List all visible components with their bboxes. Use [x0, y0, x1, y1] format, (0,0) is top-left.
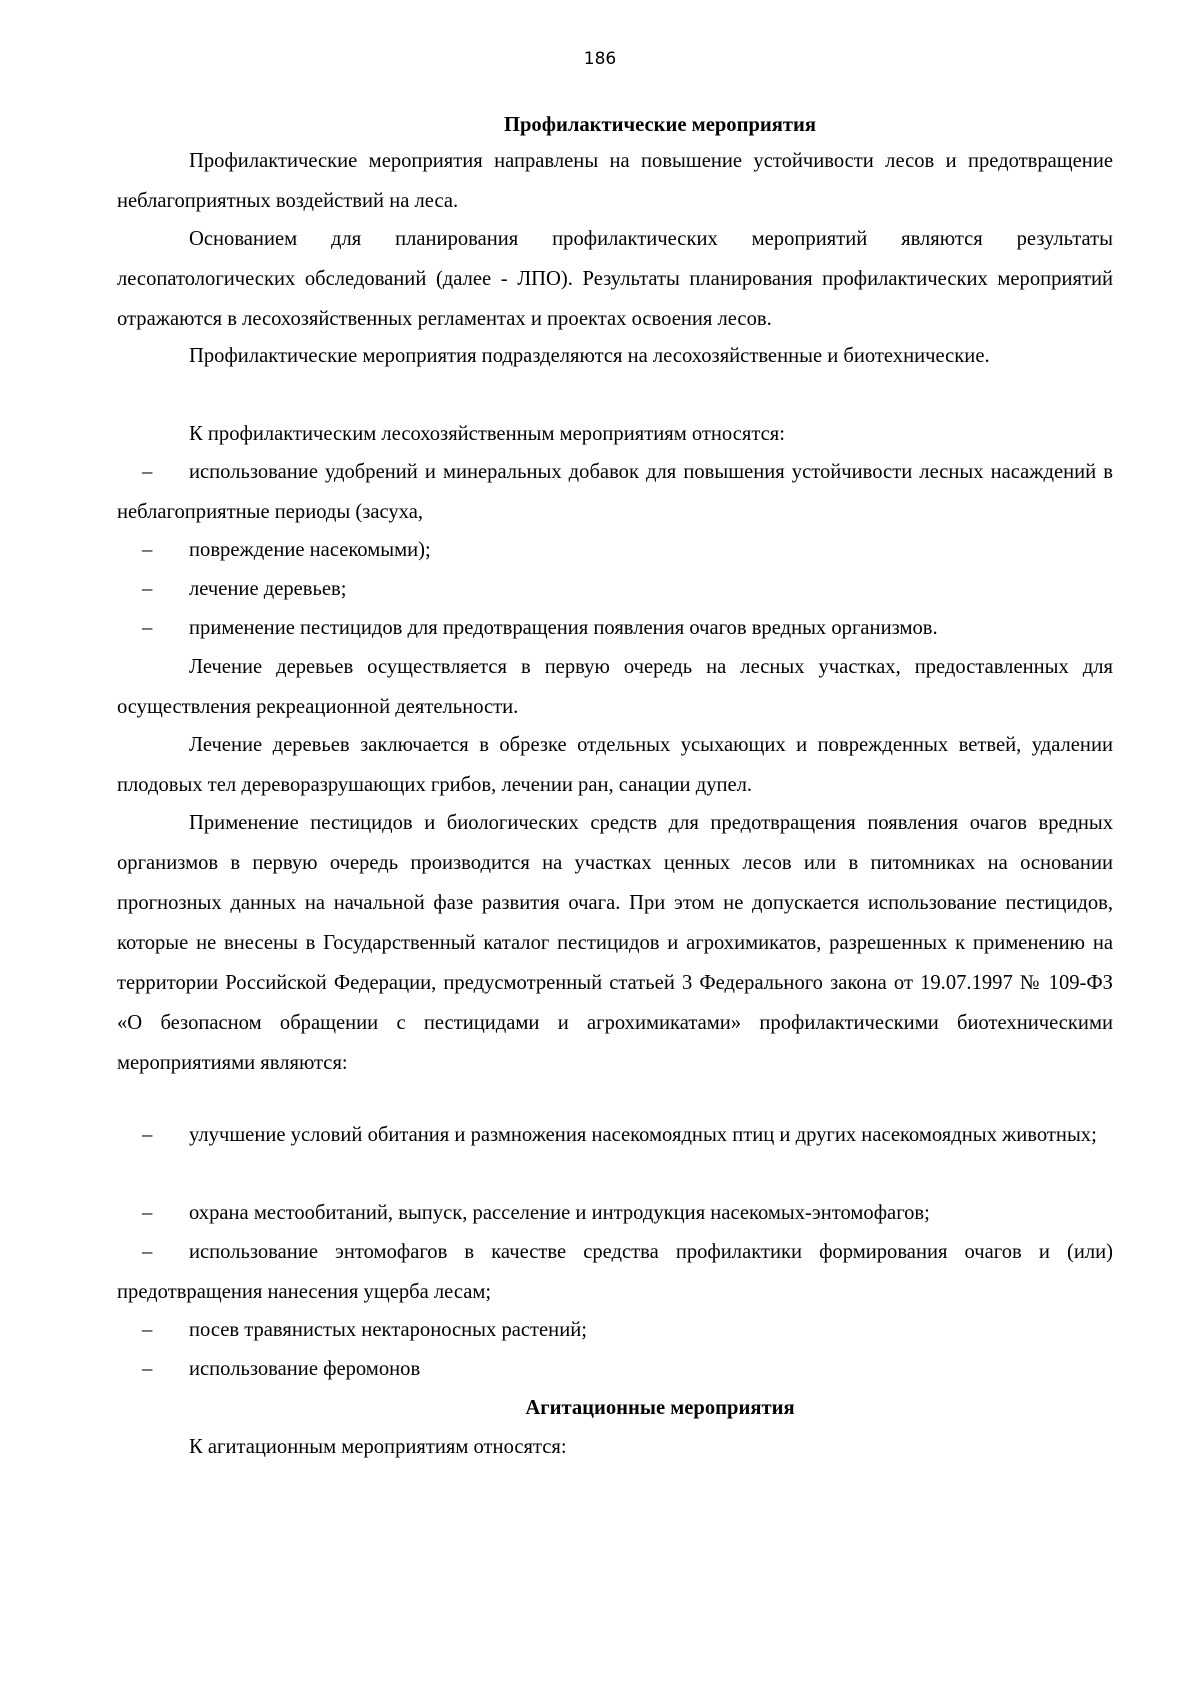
list-marker: – [142, 461, 153, 483]
list-item [117, 452, 1113, 532]
para-1: Профилактические мероприятия направлены на повышение устойчивости лесов и предотвращение неблагоприятных воздействий на леса. [117, 150, 1113, 212]
para-3: Профилактические мероприятия подразделяются на лесохозяйственные и биотехнические. [189, 345, 990, 367]
list-item-text: улучшение условий обитания и размножения насекомоядных птиц и других насекомоядных животных; [189, 1124, 1097, 1146]
list-marker: – [142, 1124, 153, 1146]
list-marker: – [142, 1202, 153, 1224]
list-item [117, 530, 1113, 570]
list-marker: – [142, 1358, 153, 1380]
para-7: Применение пестицидов и биологических средств для предотвращения появления очагов вредных организмов в первую очередь производится на участках ценных лесов или в питомниках на основании прогнозных данных на начальной фазе развития очага. При этом не допускается использование пестицидов, которые не внесены в Государственный каталог пестицидов и агрохимикатов, разрешенных к применению на территории Российской Федерации, предусмотренный статьей 3 Федерального закона от 19.07.1997 № 109-ФЗ «О безопасном обращении с пестицидами и агрохимикатами» профилактическими биотехническими мероприятиями являются: [117, 812, 1113, 1074]
list-marker: – [142, 539, 153, 561]
para-5: Лечение деревьев осуществляется в первую очередь на лесных участках, предоставленных для осуществления рекреационной деятельности. [117, 656, 1113, 718]
list-item-text: лечение деревьев; [189, 578, 347, 600]
section-heading: Агитационные мероприятия [525, 1397, 795, 1419]
list-item-text: посев травянистых нектароносных растений; [189, 1319, 587, 1341]
list-marker: – [142, 578, 153, 600]
list-item-text: применение пестицидов для предотвращения появления очагов вредных организмов. [189, 617, 938, 639]
para-2: Основанием для планирования профилактических мероприятий являются результаты лесопатологических обследований (далее - ЛПО). Результаты планирования профилактических мероприятий отражаются в лесохозяйственных регламентах и проектах освоения лесов. [117, 228, 1113, 330]
list-item-text: охрана местообитаний, выпуск, расселение и интродукция насекомых-энтомофагов; [189, 1202, 930, 1224]
list-item-text: использование удобрений и минеральных добавок для повышения устойчивости лесных насаждений в неблагоприятные периоды (засуха, [117, 461, 1113, 523]
list-marker: – [142, 1241, 153, 1263]
list-item-text: использование феромонов [189, 1358, 421, 1380]
list-item [117, 1115, 1113, 1155]
list-marker: – [142, 617, 153, 639]
list-item [117, 608, 1113, 648]
page-number: 186 [583, 49, 617, 69]
list-marker: – [142, 1319, 153, 1341]
list-item [117, 1232, 1113, 1312]
list-item [117, 1349, 1113, 1389]
list-item [117, 569, 1113, 609]
list-item-text: использование энтомофагов в качестве средства профилактики формирования очагов и (или) предотвращения нанесения ущерба лесам; [117, 1241, 1113, 1303]
list-item-text: повреждение насекомыми); [189, 539, 431, 561]
para-6: Лечение деревьев заключается в обрезке отдельных усыхающих и поврежденных ветвей, удалении плодовых тел дереворазрушающих грибов, лечении ран, санации дупел. [117, 734, 1113, 796]
section-heading: Профилактические мероприятия [503, 114, 817, 136]
para-8: К агитационным мероприятиям относятся: [189, 1436, 567, 1458]
list-item [117, 1193, 1113, 1233]
list-item [117, 1310, 1113, 1350]
para-4: К профилактическим лесохозяйственным мероприятиям относятся: [189, 423, 785, 445]
